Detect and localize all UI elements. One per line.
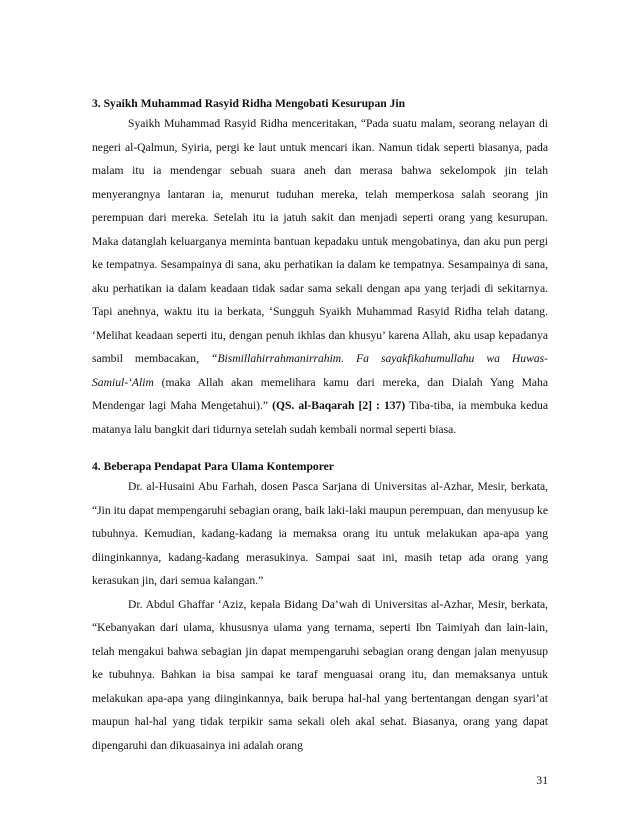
document-page — [92, 96, 548, 757]
section-4-paragraph-2: Dr. Abdul Ghaffar ‘Aziz, kepala Bidang Da’wah di Universitas al-Azhar, Mesir, berkata, “Kebanyakan dari ulama, khususnya ulama yang ternama, seperti Ibn Taimiyah dan lain-lain, telah mengakui bahwa sebagian jin dapat mempengaruhi sebagian orang dengan jalan menyusup ke tubuhnya. Bahkan ia bisa sampai ke taraf menguasai orang itu, dan memaksanya untuk melakukan apa-apa yang diinginkannya, baik berupa hal-hal yang bertentangan dengan syari’at maupun hal-hal yang tidak terpikir sama sekali oleh akal sehat. Biasanya, orang yang dapat dipengaruhi dan dikuasainya ini adalah orang — [92, 597, 548, 752]
section-4-paragraph-1: Dr. al-Husaini Abu Farhah, dosen Pasca Sarjana di Universitas al-Azhar, Mesir, berkata, “Jin itu dapat mempengaruhi sebagian orang, baik laki-laki maupun perempuan, dan menyusup ke tubuhnya. Kemudian, kadang-kadang ia memaksa orang itu untuk melakukan apa-apa yang diinginkannya, kadang-kadang merasukinya. Sampai saat ini, masih tetap ada orang yang kerasukan jin, dari semua kalangan.” — [92, 480, 548, 587]
section-3-citation: (QS. al-Baqarah [2] : 137) — [272, 399, 406, 412]
section-3-text-a: Syaikh Muhammad Rasyid Ridha menceritakan, “Pada suatu malam, seorang nelayan di negeri al-Qalmun, Syiria, pergi ke laut untuk mencari ikan. Namun tidak seperti biasanya, pada malam itu ia mendengar sebuah suara aneh dan merasa bahwa sekelompok jin telah menyerangnya lantaran ia, menurut tuduhan mereka, telah memperkosa salah seorang jin perempuan dari mereka. Setelah itu ia jatuh sakit dan menjadi seperti orang yang kesurupan. Maka datanglah keluarganya meminta bantuan kepadaku untuk mengobatinya, dan aku pun pergi ke tempatnya. Sesampainya di sana, aku perhatikan ia dalam ke tempatnya. Sesampainya di sana, aku perhatikan ia dalam keadaan tidak sadar sama sekali dengan apa yang terjadi di sekitarnya. Tapi anehnya, waktu itu ia berkata, ‘Sungguh Syaikh Muhammad Rasyid Ridha telah datang. ‘Melihat keadaan seperti itu, dengan penuh ikhlas dan khusyu’ karena Allah, aku usap kepadanya sambil membacakan, — [92, 117, 548, 365]
section-3-text-c: Tiba-tiba, ia membuka kedua matanya lalu bangkit dari tidurnya setelah sudah kembali normal seperti biasa. — [92, 399, 548, 436]
section-3-text-b: (maka Allah akan memelihara kamu dari mereka, dan Dialah Yang Maha Mendengar lagi Maha Mengetahui).” — [92, 375, 549, 412]
section-3-heading: 3. Syaikh Muhammad Rasyid Ridha Mengobati Kesurupan Jin — [92, 97, 406, 110]
section-4-heading: 4. Beberapa Pendapat Para Ulama Kontemporer — [92, 460, 334, 473]
section-3-quote-italic: “Bismillahirrahmanirrahim. Fa sayakfikahumullahu wa Huwas-Samiul-‘Alim — [92, 352, 549, 389]
section-gap — [92, 441, 548, 459]
section-3-paragraph — [92, 112, 548, 441]
page-number: 31 — [536, 774, 548, 787]
